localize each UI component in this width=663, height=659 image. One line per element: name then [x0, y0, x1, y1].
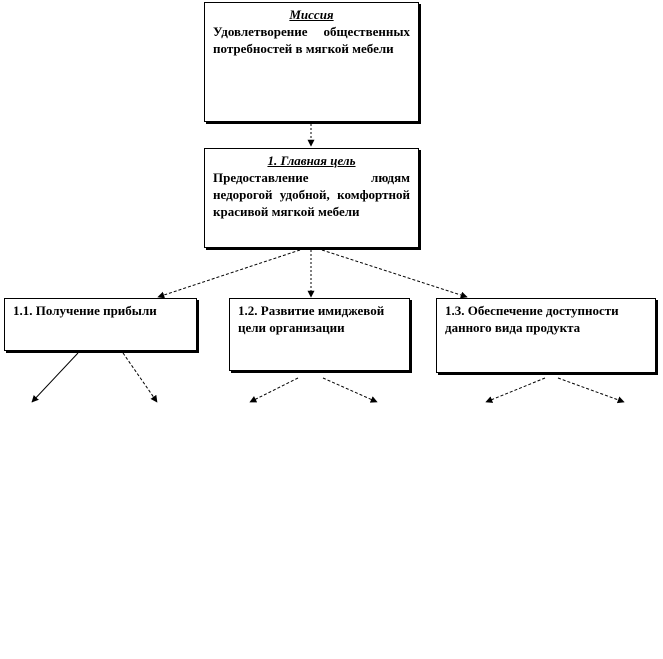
sub3-left-arrow: [486, 378, 545, 402]
subgoal-box-1: [4, 298, 197, 351]
goal-to-sub1-arrow: [158, 250, 300, 297]
mission-title: Миссия: [289, 7, 334, 22]
mission-text: Удовлетворение общественных потребностей в мягкой мебели: [213, 24, 410, 56]
subgoal-box-2: [229, 298, 410, 371]
main-goal-box: [204, 148, 419, 248]
main-goal-title: 1. Главная цель: [267, 153, 356, 168]
subgoal-box-3: [436, 298, 656, 373]
subgoal-label-1: 1.1. Получение прибыли: [13, 303, 157, 318]
sub3-right-arrow: [558, 378, 624, 402]
sub1-right-arrow: [123, 353, 157, 402]
mission-box: [204, 2, 419, 122]
sub2-right-arrow: [323, 378, 377, 402]
main-goal-text: Предоставление людям недорогой удобной, комфортной красивой мягкой мебели: [213, 170, 410, 219]
subgoal-label-3: 1.3. Обеспечение доступности данного вида продукта: [445, 303, 619, 335]
goal-to-sub3-arrow: [322, 250, 467, 297]
subgoal-label-2: 1.2. Развитие имиджевой цели организации: [238, 303, 385, 335]
sub2-left-arrow: [250, 378, 298, 402]
sub1-left-arrow: [32, 353, 78, 402]
